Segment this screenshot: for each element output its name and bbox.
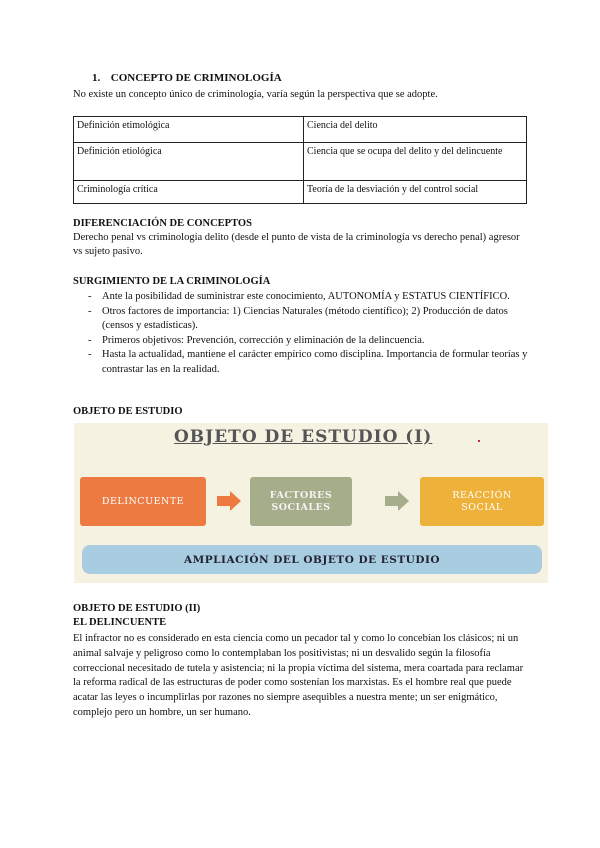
arrow-right-icon [217, 491, 241, 511]
section-title-concepto [92, 72, 282, 84]
ampliacion-label: AMPLIACIÓN DEL OBJETO DE ESTUDIO [183, 553, 440, 566]
list-item-text: Primeros objetivos: Prevención, corrección y eliminación de la delincuencia. [102, 334, 425, 346]
stray-dot [478, 440, 480, 442]
diagram-title: OBJETO DE ESTUDIO (I) [174, 427, 433, 447]
ampliacion-band [82, 545, 542, 574]
delincuente-label: DELINCUENTE [101, 496, 185, 507]
table-cell-meaning: Ciencia que se ocupa del delito y del delincuente [304, 143, 527, 181]
list-item-text: Hasta la actualidad, mantiene el carácter empírico como disciplina. Importancia de formular teorías y contrastar las en la realidad. [102, 349, 528, 375]
list-item [88, 290, 528, 305]
surgimiento-heading: SURGIMIENTO DE LA CRIMINOLOGÍA [73, 276, 271, 287]
bullet-dash: - [88, 349, 92, 360]
definitions-table [73, 116, 527, 204]
table-cell-term: Definición etimológica [74, 117, 304, 143]
list-item [88, 348, 528, 377]
list-item [88, 334, 528, 349]
factores-sociales-box [250, 477, 352, 526]
reaccion-label-line2: SOCIAL [461, 501, 503, 513]
concepto-intro: No existe un concepto único de criminología, varía según la perspectiva que se adopte. [73, 89, 438, 100]
list-item-text: Otros factores de importancia: 1) Ciencias Naturales (método científico); 2) Producción de datos (censos y estadísticas). [102, 305, 508, 331]
table-cell-term: Definición etiológica [74, 143, 304, 181]
diferenciacion-heading: DIFERENCIACIÓN DE CONCEPTOS [73, 218, 252, 229]
bullet-dash: - [88, 305, 92, 317]
factores-label-line2: SOCIALES [271, 501, 331, 513]
diferenciacion-text: Derecho penal vs criminología delito (desde el punto de vista de la criminología vs derecho penal) agresor vs sujeto pasivo. [73, 232, 520, 257]
surgimiento-list [88, 290, 528, 377]
objeto-heading: OBJETO DE ESTUDIO [73, 406, 183, 417]
table-row [74, 143, 527, 181]
arrow-right-icon [385, 491, 409, 511]
list-item-text: Ante la posibilidad de suministrar este conocimiento, AUTONOMÍA y ESTATUS CIENTÍFICO. [102, 291, 510, 302]
table-row [74, 181, 527, 204]
reaccion-label-line1: REACCIÓN [452, 489, 512, 501]
factores-label-line1: FACTORES [269, 489, 333, 501]
delincuente-subheading: EL DELINCUENTE [73, 617, 167, 628]
reaccion-social-box [420, 477, 544, 526]
list-item [88, 305, 528, 334]
bullet-dash: - [88, 334, 92, 346]
table-row [74, 117, 527, 143]
table-cell-term: Criminología crítica [74, 181, 304, 204]
objeto2-heading: OBJETO DE ESTUDIO (II) [73, 603, 201, 614]
delincuente-box [80, 477, 206, 526]
table-cell-meaning: Teoría de la desviación y del control social [304, 181, 527, 204]
table-cell-meaning: Ciencia del delito [304, 117, 527, 143]
section-title-text: CONCEPTO DE CRIMINOLOGÍA [110, 72, 282, 84]
bullet-dash: - [88, 291, 92, 302]
section-number: 1. [92, 72, 101, 84]
delincuente-paragraph: El infractor no es considerado en esta ciencia como un pecador tal y como lo concebían los clásicos; ni un animal salvaje y peligroso como lo contemplaban los positivistas; ni un desvalido según la filosofía correccional necesitado de tutela y asistencia; ni la propia víctima del sistema, mera coartada para reclamar la reforma radical de las estructuras de poder como sostenían los marxistas. Es el hombre real que puede acatar las leyes o incumplirlas por razones no siempre asequibles a nuestra mente; un ser enigmático, complejo pero un hombre, un ser humano. [73, 633, 524, 718]
objeto-estudio-diagram [74, 423, 548, 583]
